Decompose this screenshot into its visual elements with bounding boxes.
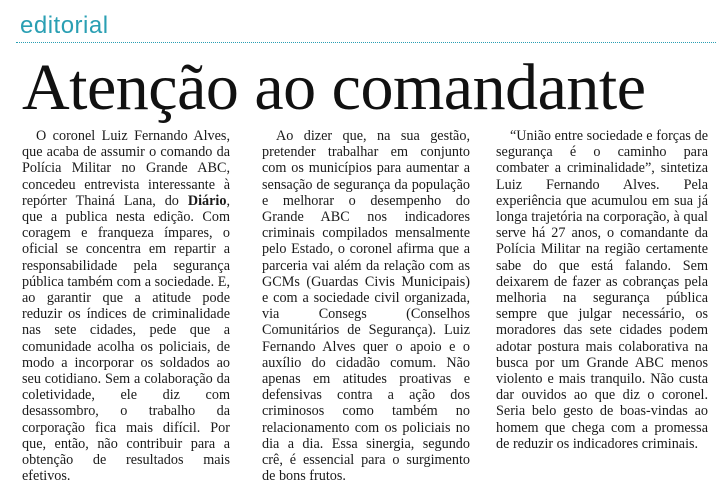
paragraph-1 — [22, 128, 230, 484]
paragraph-2: Ao dizer que, na sua gestão, pretender trabalhar em conjunto com os municípios para aumentar a sensação de segurança da população e melhorar o desempenho do Grande ABC nos indicadores criminais compilados mensalmente pelo Estado, o coronel afirma que a parceria vai além da relação com as GCMs (Guardas Civis Municipais) e com a sociedade civil organizada, via Consegs (Conselhos Comunitários de Segurança). Luiz Fernando Alves quer o apoio e o auxílio do cidadão comum. Não apenas em atitudes proativas e defensivas contra a ação dos criminosos como também no relacionamento com os policiais no dia a dia. Essa sinergia, segundo crê, é essencial para o surgimento de bons frutos. — [262, 128, 470, 484]
section-divider — [16, 42, 716, 43]
newspaper-name: Diário — [187, 192, 227, 209]
article-column-1 — [22, 128, 230, 484]
article-column-3 — [496, 128, 708, 452]
headline: Atenção ao comandante — [22, 51, 646, 124]
text-run: O coronel Luiz Fernando Alves, que acaba de assumir o comando da Polícia Militar no Grande ABC, concedeu entrevista interessante à repórter Thainá Lana, do — [22, 128, 230, 209]
paragraph-3: “União entre sociedade e forças de segurança é o caminho para combater a criminalidade”, sintetiza Luiz Fernando Alves. Pela experiência que acumulou em sua já longa trajetória na corporação, à qual serve há 27 anos, o comandante da Polícia Militar na região certamente sabe do que está falando. Sem deixarem de fazer as cobranças pela melhoria na segurança pública sempre que julgar necessário, os moradores das sete cidades podem adotar postura mais colaborativa na busca por um Grande ABC menos violento e mais tranquilo. Não custa dar ouvidos ao que diz o coronel. Seria belo gesto de boas-vindas ao homem que chega com a promessa de reduzir os indicadores criminais. — [496, 128, 708, 452]
text-run: , que a publica nesta edição. Com coragem e franqueza ímpares, o oficial se concentra em repartir a responsabilidade pela segurança pública também com a sociedade. E, ao garantir que a atitude pode reduzir os índices de criminalidade nas sete cidades, pede que a comunidade acolha os policiais, de modo a incorporar os soldados ao seu cotidiano. Sem a colaboração da coletividade, ele diz com desassombro, o trabalho da corporação fica mais difícil. Por que, então, não contribuir para a obtenção de resultados mais efetivos. — [22, 192, 230, 484]
article-column-2 — [262, 128, 470, 484]
section-header — [16, 4, 716, 44]
section-label: editorial — [20, 12, 109, 39]
